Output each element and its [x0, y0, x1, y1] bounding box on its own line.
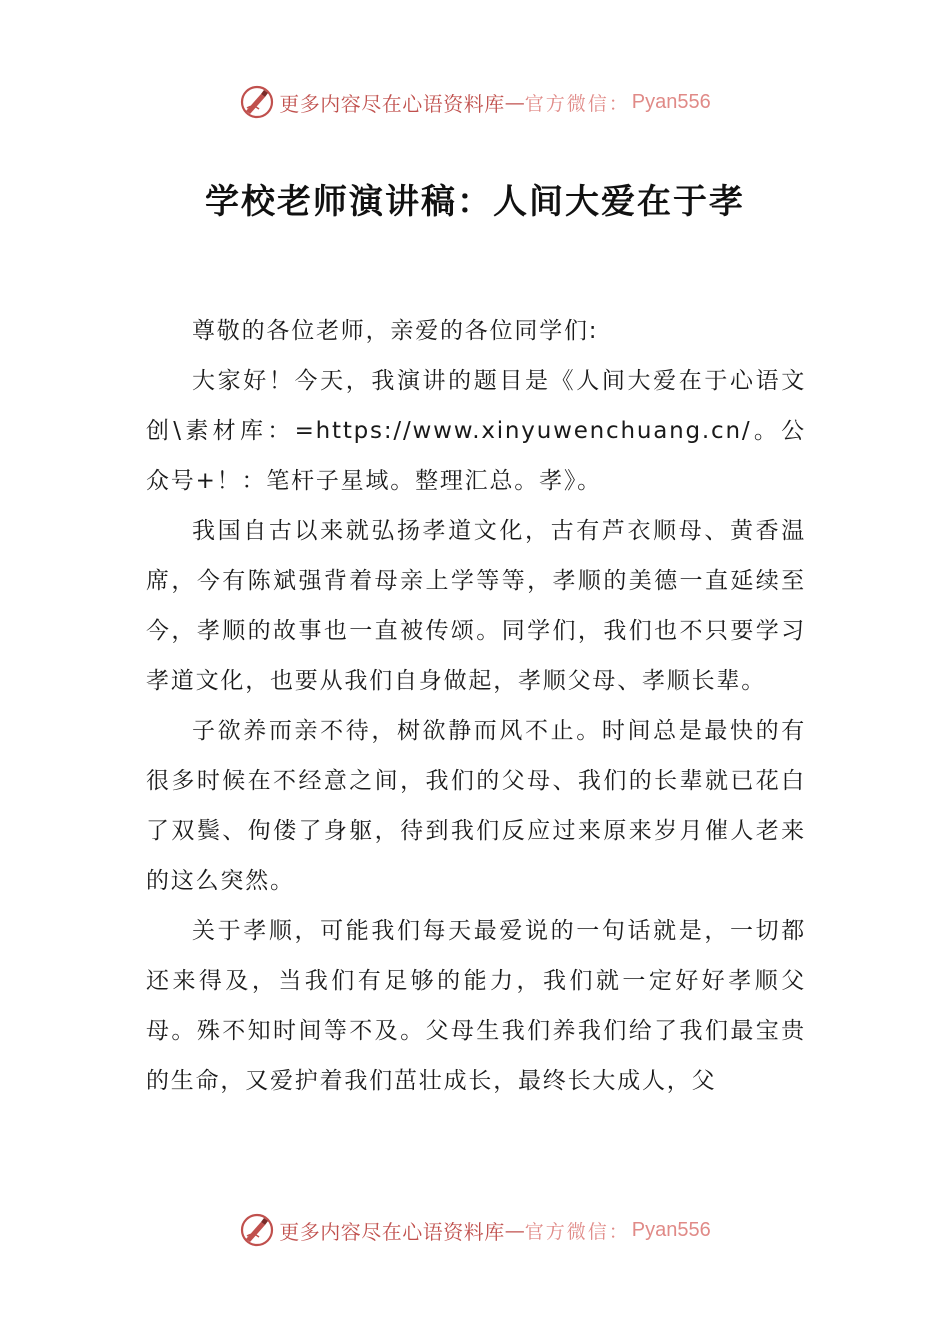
banner-wechat-label: 官方微信：	[524, 92, 630, 115]
banner-wechat-id: Pyan556	[631, 90, 711, 113]
pen-logo-icon	[239, 1212, 275, 1248]
paragraph-filial: 关于孝顺，可能我们每天最爱说的一句话就是，一切都还来得及，当我们有足够的能力，我们就一定好好孝顺父母。殊不知时间等不及。父母生我们养我们给了我们最宝贵的生命，又爱护着我们茁壮成长，最终长大成人，父	[146, 918, 806, 1094]
pen-logo-icon	[239, 84, 275, 120]
banner-text: 更多内容尽在心语资料库	[279, 91, 505, 116]
banner-wechat-id: Pyan556	[631, 1218, 711, 1241]
page-title: 学校老师演讲稿：人间大爱在于孝	[205, 182, 745, 222]
banner-text: 更多内容尽在心语资料库	[279, 1219, 505, 1244]
banner-dash: —	[504, 1218, 525, 1242]
paragraph-tradition: 我国自古以来就弘扬孝道文化，古有芦衣顺母、黄香温席，今有陈斌强背着母亲上学等等，孝顺的美德一直延续至今，孝顺的故事也一直被传颂。同学们，我们也不只要学习孝道文化，也要从我们自身做起，孝顺父母、孝顺长辈。	[146, 518, 806, 694]
paragraph-time: 子欲养而亲不待，树欲静而风不止。时间总是最快的有很多时候在不经意之间，我们的父母、我们的长辈就已花白了双鬓、佝偻了身躯，待到我们反应过来原来岁月催人老来的这么突然。	[146, 718, 806, 894]
header-banner	[0, 82, 950, 122]
footer-banner	[0, 1210, 950, 1250]
banner-wechat-label: 官方微信：	[524, 1220, 630, 1243]
paragraph-intro: 大家好！今天，我演讲的题目是《人间大爱在于心语文创\素材库：=https://www.xinyuwenchuang.cn/。公众号+！：笔杆子星域。整理汇总。孝》。	[146, 368, 806, 494]
paragraph-greeting: 尊敬的各位老师，亲爱的各位同学们:	[192, 318, 599, 344]
speech-body	[146, 306, 806, 1106]
banner-dash: —	[504, 90, 525, 114]
